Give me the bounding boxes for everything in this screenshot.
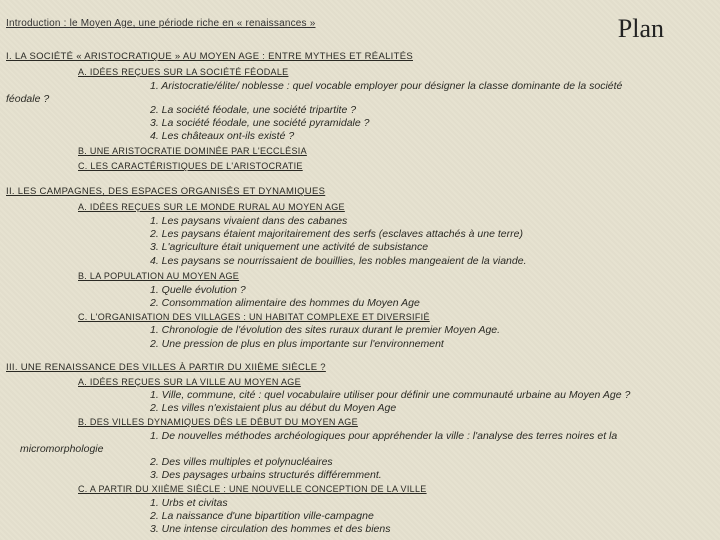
part-3-a-title: A. IDÉES REÇUES SUR LA VILLE AU MOYEN AGE: [78, 377, 301, 387]
part-3-c-item: 1. Urbs et civitas: [150, 497, 228, 509]
part-2-a-item: 2. Les paysans étaient majoritairement des serfs (esclaves attachés à une terre): [150, 228, 523, 240]
part-1-a-item: 3. La société féodale, une société pyramidale ?: [150, 117, 370, 129]
part-3-a-item: 1. Ville, commune, cité : quel vocabulaire utiliser pour définir une communauté urbaine au Moyen Age ?: [150, 389, 631, 401]
part-3-b-item: 2. Des villes multiples et polynucléaires: [150, 456, 333, 468]
part-2-b-item: 1. Quelle évolution ?: [150, 284, 246, 296]
part-2-a-item: 1. Les paysans vivaient dans des cabanes: [150, 215, 348, 227]
part-1-b-title: B. UNE ARISTOCRATIE DOMINÉE PAR L'ECCLÉSIA: [78, 146, 307, 156]
part-3-b-item: 1. De nouvelles méthodes archéologiques pour appréhender la ville : l'analyse des terres noires et la: [150, 430, 618, 442]
part-2-a-item: 3. L'agriculture était uniquement une activité de subsistance: [150, 241, 429, 253]
part-1-a-item: 4. Les châteaux ont-ils existé ?: [150, 130, 295, 142]
part-1-a-title: A. IDÉES REÇUES SUR LA SOCIÉTÉ FÉODALE: [78, 67, 289, 77]
part-3-c-title: C. A PARTIR DU XIIÈME SIÈCLE : UNE NOUVELLE CONCEPTION DE LA VILLE: [78, 484, 427, 494]
part-3-c-item: 2. La naissance d'une bipartition ville-campagne: [150, 510, 374, 522]
part-2-c-title: C. L'ORGANISATION DES VILLAGES : UN HABITAT COMPLEXE ET DIVERSIFIÉ: [78, 312, 430, 322]
part-2-c-item: 2. Une pression de plus en plus importante sur l'environnement: [150, 338, 444, 350]
plan-title: Plan: [617, 14, 664, 43]
part-1-c-title: C. LES CARACTÉRISTIQUES DE L'ARISTOCRATIE: [78, 161, 303, 171]
introduction-heading: Introduction : le Moyen Age, une période riche en « renaissances »: [6, 18, 316, 29]
part-3-b-title: B. DES VILLES DYNAMIQUES DÈS LE DÉBUT DU MOYEN AGE: [78, 417, 358, 427]
part-1-title: I. LA SOCIÉTÉ « ARISTOCRATIQUE » AU MOYEN AGE : ENTRE MYTHES ET RÉALITÉS: [6, 51, 413, 62]
part-2-c-item: 1. Chronologie de l'évolution des sites ruraux durant le premier Moyen Age.: [150, 324, 501, 336]
part-1-a-item: 1. Aristocratie/élite/ noblesse : quel vocable employer pour désigner la classe dominante de la société: [150, 80, 623, 92]
part-2-a-item: 4. Les paysans se nourrissaient de bouillies, les nobles mangeaient de la viande.: [150, 255, 527, 267]
part-3-b-item: 3. Des paysages urbains structurés différemment.: [150, 469, 382, 481]
part-3-c-item: 3. Une intense circulation des hommes et des biens: [150, 523, 391, 535]
part-2-title: II. LES CAMPAGNES, DES ESPACES ORGANISÉS ET DYNAMIQUES: [6, 186, 326, 197]
part-3-title: III. UNE RENAISSANCE DES VILLES À PARTIR DU XIIÈME SIÈCLE ?: [6, 362, 326, 373]
part-2-a-title: A. IDÉES REÇUES SUR LE MONDE RURAL AU MOYEN AGE: [78, 202, 345, 212]
part-2-b-title: B. LA POPULATION AU MOYEN AGE: [78, 271, 240, 281]
part-2-b-item: 2. Consommation alimentaire des hommes du Moyen Age: [150, 297, 420, 309]
part-1-a-item: 2. La société féodale, une société tripartite ?: [150, 104, 357, 116]
part-3-a-item: 2. Les villes n'existaient plus au début du Moyen Age: [150, 402, 397, 414]
part-3-b-item: micromorphologie: [20, 443, 104, 455]
part-1-a-item: féodale ?: [6, 93, 50, 105]
